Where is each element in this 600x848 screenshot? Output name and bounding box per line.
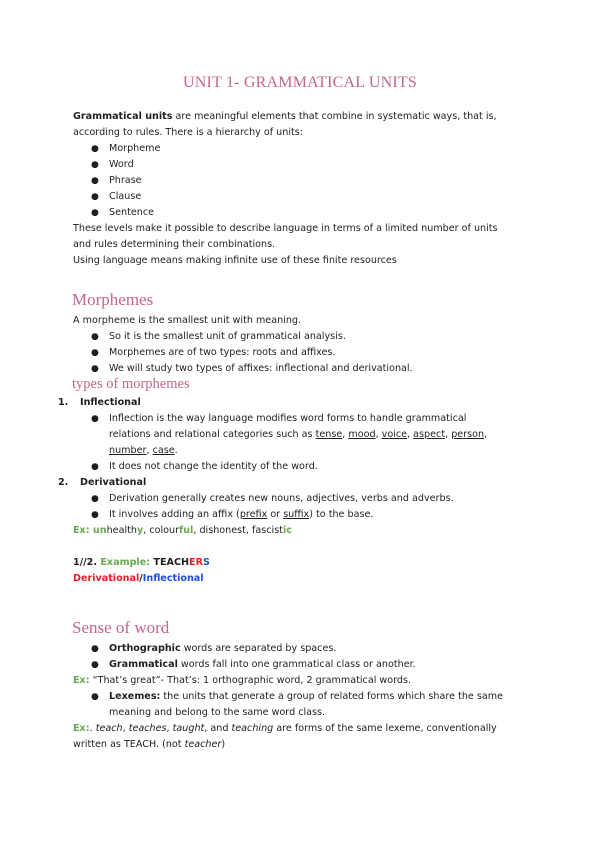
example-label: Ex: [73, 723, 90, 734]
morpheme-bullet: We will study two types of affixes: inflectional and derivational. [109, 363, 413, 374]
term-grammatical: Grammatical [109, 659, 178, 670]
list-number: 2. [58, 477, 69, 488]
example-word: health [106, 525, 137, 536]
inflection-bullet-line-2: relations and relational categories such as tense, mood, voice, aspect, person, [109, 429, 488, 440]
affix-ful: ful [179, 525, 194, 536]
example-sep: . [89, 723, 96, 734]
derivation-bullet-1: Derivation generally creates new nouns, adjectives, verbs and adverbs. [109, 493, 454, 504]
page-title: UNIT 1- GRAMMATICAL UNITS [183, 74, 417, 91]
derivation-example [73, 523, 292, 539]
category-person: person [451, 429, 485, 440]
legend-inflectional: Inflectional [142, 573, 204, 584]
derivation-text-end: ) to the base. [309, 509, 374, 520]
bullet-dot: ● [91, 692, 99, 702]
sep: , [122, 723, 129, 734]
intro-para-1-line-1: These levels make it possible to describe language in terms of a limited number of units [73, 223, 498, 234]
term-lexemes: Lexemes: [109, 691, 161, 702]
example-text: are forms of the same lexeme, conventionally [273, 723, 497, 734]
category-aspect: aspect [413, 429, 446, 440]
example-label: Ex: [73, 525, 90, 536]
inflection-bullet-line-3: number, case. [109, 445, 178, 456]
affix-ic: ic [282, 525, 292, 536]
unit-item: Sentence [109, 207, 154, 218]
sense-example-1 [73, 673, 411, 689]
teachers-example [73, 555, 210, 571]
label-inflectional: Inflectional [80, 397, 141, 408]
derivation-text: It involves adding an affix ( [109, 509, 240, 520]
sense-bullet-grammatical [109, 657, 416, 673]
bullet-dot: ● [91, 414, 99, 424]
bullet-dot: ● [91, 192, 99, 202]
morpheme-bullet: Morphemes are of two types: roots and affixes. [109, 347, 336, 358]
example-text: written as TEACH. (not [73, 739, 185, 750]
morpheme-bullet: So it is the smallest unit of grammatical analysis. [109, 331, 346, 342]
intro-para-2: Using language means making infinite use of these finite resources [73, 255, 397, 266]
legend-derivational: Derivational [73, 573, 140, 584]
derivation-bullet-2 [109, 507, 373, 523]
heading-morphemes: Morphemes [72, 290, 154, 309]
form-teaching: teaching [231, 723, 274, 734]
heading-sense-of-word: Sense of word [72, 618, 170, 637]
example-word: , colour [143, 525, 180, 536]
bullet-dot: ● [91, 364, 99, 374]
intro-text-1: are meaningful elements that combine in systematic ways, that is, [172, 111, 497, 122]
example-word: honest, fascist [213, 525, 283, 536]
bullet-dot: ● [91, 644, 99, 654]
sense-example-2-line-2 [73, 737, 225, 753]
example-text: “That’s great”- That’s: 1 orthographic word, 2 grammatical words. [89, 675, 412, 686]
bullet-dot: ● [91, 208, 99, 218]
example-text-end: ) [221, 739, 226, 750]
sense-example-2-line-1 [73, 721, 528, 737]
bullet-dot: ● [91, 462, 99, 472]
term-prefix: prefix [239, 509, 268, 520]
example-label: Ex: [73, 675, 90, 686]
sense-bullet-orthographic [109, 641, 336, 657]
unit-item: Clause [109, 191, 142, 202]
category-case: case [152, 445, 175, 456]
unit-item: Morpheme [109, 143, 161, 154]
bullet-dot: ● [91, 510, 99, 520]
example-legend [73, 571, 204, 587]
bullet-dot: ● [91, 332, 99, 342]
morpheme-definition: A morpheme is the smallest unit with meaning. [73, 315, 302, 326]
category-mood: mood [348, 429, 376, 440]
intro-line-1 [73, 109, 528, 125]
term-suffix: suffix [283, 509, 310, 520]
term-grammatical-units: Grammatical units [73, 111, 173, 122]
bullet-dot: ● [91, 176, 99, 186]
sense-text: words are separated by spaces. [180, 643, 337, 654]
form-teach: teach [95, 723, 123, 734]
intro-line-2: according to rules. There is a hierarchy of units: [73, 127, 303, 138]
example-label: Example: [97, 557, 154, 568]
label-derivational: Derivational [80, 477, 147, 488]
heading-types-of-morphemes: types of morphemes [72, 376, 190, 392]
bullet-dot: ● [91, 494, 99, 504]
example-inflectional-suffix: S [202, 557, 210, 568]
form-taught: taught [172, 723, 205, 734]
bullet-dot: ● [91, 144, 99, 154]
sep: , [166, 723, 173, 734]
inflection-bullet-line-1: Inflection is the way language modifies word forms to handle grammatical [109, 413, 467, 424]
inflection-bullet-2: It does not change the identity of the word. [109, 461, 318, 472]
affix-un: un [89, 525, 107, 536]
category-voice: voice [381, 429, 408, 440]
sense-bullet-lexemes-line-1 [109, 689, 528, 705]
sep: , and [204, 723, 232, 734]
bullet-dot: ● [91, 660, 99, 670]
example-prefix: 1//2. [73, 557, 98, 568]
category-tense: tense [315, 429, 343, 440]
intro-para-1-line-2: and rules determining their combinations. [73, 239, 276, 250]
unit-item: Phrase [109, 175, 142, 186]
sense-text: the units that generate a group of related forms which share the same [160, 691, 503, 702]
form-teaches: teaches [128, 723, 167, 734]
bullet-dot: ● [91, 160, 99, 170]
example-derivational-suffix: ER [189, 557, 203, 568]
category-number: number [109, 445, 147, 456]
term-orthographic: Orthographic [109, 643, 181, 654]
inflection-text: relations and relational categories such as [109, 429, 316, 440]
sense-text: words fall into one grammatical class or another. [177, 659, 416, 670]
bullet-dot: ● [91, 348, 99, 358]
derivation-or: or [267, 509, 284, 520]
example-base: TEACH [153, 557, 190, 568]
form-teacher: teacher [184, 739, 222, 750]
list-number: 1. [58, 397, 69, 408]
sense-bullet-lexemes-line-2: meaning and belong to the same word class. [109, 707, 326, 718]
example-word: , dis [193, 525, 214, 536]
affix-y: y [136, 525, 144, 536]
unit-item: Word [109, 159, 134, 170]
legend-slash: / [139, 573, 143, 584]
